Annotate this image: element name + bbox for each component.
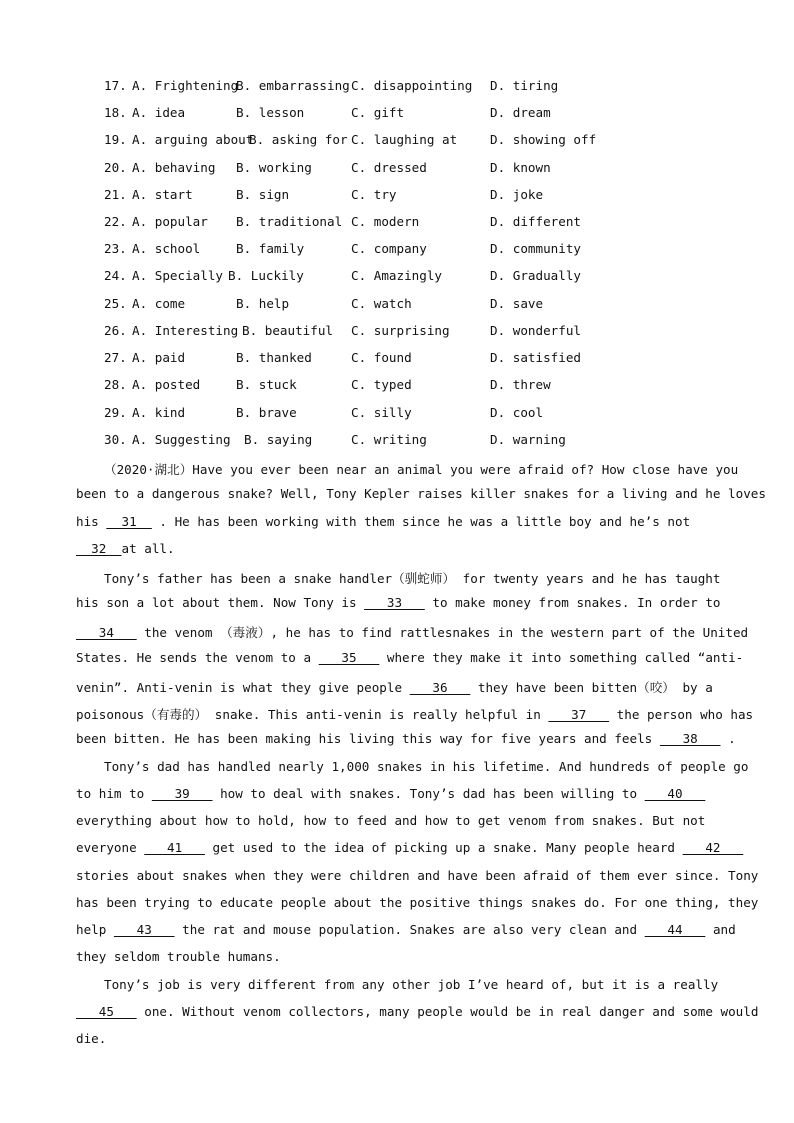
text: been bitten. He has been making his living this way for five years and feels [76, 731, 660, 746]
option-c: C. Amazingly [351, 268, 442, 283]
text: poisonous（有毒的） snake. This anti-venin is really helpful in [76, 707, 549, 722]
question-number: 23. [104, 241, 127, 256]
question-number: 17. [104, 78, 127, 93]
option-d: D. warning [490, 432, 566, 447]
option-d: D. community [490, 241, 581, 256]
blank-43[interactable]: 43 [113, 922, 175, 937]
option-a: A. school [132, 241, 201, 256]
question-24 [104, 268, 581, 288]
question-19 [104, 132, 597, 152]
blank-39[interactable]: 39 [151, 786, 213, 801]
blank-44[interactable]: 44 [644, 922, 706, 937]
option-b: B. family [236, 241, 305, 256]
passage-line: everything about how to hold, how to feed and how to get venom from snakes. But not [76, 813, 706, 828]
passage-line: Tony’s dad has handled nearly 1,000 snakes in his lifetime. And hundreds of people go [104, 759, 749, 774]
option-a: A. Interesting [132, 323, 239, 338]
text: one. Without venom collectors, many people would be in real danger and some would [136, 1004, 759, 1019]
blank-32[interactable]: 32 [76, 541, 122, 556]
question-22 [104, 214, 581, 234]
question-17 [104, 78, 559, 98]
blank-36[interactable]: 36 [409, 680, 471, 695]
question-number: 24. [104, 268, 127, 283]
option-c: C. typed [351, 377, 412, 392]
option-d: D. Gradually [490, 268, 581, 283]
text: venin”. Anti-venin is what they give people [76, 680, 410, 695]
passage-line [76, 622, 748, 642]
option-a: A. behaving [132, 160, 216, 175]
passage-line [76, 731, 736, 751]
option-d: D. showing off [490, 132, 597, 147]
blank-41[interactable]: 41 [144, 840, 205, 855]
option-c: C. watch [351, 296, 412, 311]
option-d: D. wonderful [490, 323, 581, 338]
passage-line [76, 840, 743, 860]
question-23 [104, 241, 581, 261]
question-number: 18. [104, 105, 127, 120]
option-b: B. saying [244, 432, 313, 447]
question-number: 20. [104, 160, 127, 175]
option-b: B. brave [236, 405, 297, 420]
question-26 [104, 323, 581, 343]
text: at all. [121, 541, 175, 556]
passage-line [76, 922, 736, 942]
option-d: D. cool [490, 405, 544, 420]
question-number: 21. [104, 187, 127, 202]
question-number: 22. [104, 214, 127, 229]
option-c: C. silly [351, 405, 412, 420]
text: everyone [76, 840, 145, 855]
text: States. He sends the venom to a [76, 650, 319, 665]
option-a: A. idea [132, 105, 186, 120]
option-a: A. Suggesting [132, 432, 231, 447]
passage-line [76, 1004, 758, 1024]
passage-line [76, 704, 753, 724]
passage-line: they seldom trouble humans. [76, 949, 281, 964]
option-b: B. embarrassing [236, 78, 350, 93]
option-a: A. Specially [132, 268, 223, 283]
blank-33[interactable]: 33 [364, 595, 425, 610]
question-number: 30. [104, 432, 127, 447]
option-d: D. tiring [490, 78, 559, 93]
text: the rat and mouse population. Snakes are also very clean and [174, 922, 645, 937]
text: to make money from snakes. In order to [424, 595, 721, 610]
question-number: 29. [104, 405, 127, 420]
option-d: D. different [490, 214, 581, 229]
blank-35[interactable]: 35 [318, 650, 380, 665]
blank-42[interactable]: 42 [682, 840, 744, 855]
option-c: C. laughing at [351, 132, 458, 147]
text: his son a lot about them. Now Tony is [76, 595, 365, 610]
option-a: A. start [132, 187, 193, 202]
option-a: A. arguing about [132, 132, 254, 147]
passage-line [76, 514, 690, 534]
question-29 [104, 405, 544, 425]
passage-line [76, 650, 743, 670]
option-b: B. thanked [236, 350, 312, 365]
passage-line: stories about snakes when they were children and have been afraid of them ever since. Tony [76, 868, 759, 883]
question-number: 19. [104, 132, 127, 147]
blank-34[interactable]: 34 [76, 625, 137, 640]
option-b: B. help [236, 296, 290, 311]
option-c: C. gift [351, 105, 405, 120]
question-30 [104, 432, 566, 452]
option-c: C. modern [351, 214, 420, 229]
option-d: D. joke [490, 187, 544, 202]
option-c: C. surprising [351, 323, 450, 338]
passage-line [76, 595, 721, 615]
option-b: B. working [236, 160, 312, 175]
passage-line: （2020·湖北）Have you ever been near an animal you were afraid of? How close have you [104, 462, 739, 477]
passage-line [76, 786, 705, 806]
text: his [76, 514, 107, 529]
option-a: A. popular [132, 214, 208, 229]
passage-line: Tony’s job is very different from any other job I’ve heard of, but it is a really [104, 977, 719, 992]
option-a: A. Frightening [132, 78, 239, 93]
option-b: B. sign [236, 187, 290, 202]
option-c: C. company [351, 241, 427, 256]
passage-line [76, 541, 175, 561]
option-c: C. dressed [351, 160, 427, 175]
question-21 [104, 187, 544, 207]
passage-line: has been trying to educate people about the positive things snakes do. For one thing, they [76, 895, 759, 910]
option-b: B. lesson [236, 105, 305, 120]
question-number: 28. [104, 377, 127, 392]
question-18 [104, 105, 551, 125]
option-d: D. threw [490, 377, 551, 392]
option-d: D. known [490, 160, 551, 175]
option-a: A. posted [132, 377, 201, 392]
option-d: D. dream [490, 105, 551, 120]
question-25 [104, 296, 544, 316]
option-d: D. save [490, 296, 544, 311]
text: how to deal with snakes. Tony’s dad has been willing to [212, 786, 645, 801]
option-b: B. stuck [236, 377, 297, 392]
passage-line [76, 677, 713, 697]
question-number: 26. [104, 323, 127, 338]
text: to him to [76, 786, 152, 801]
option-a: A. paid [132, 350, 186, 365]
text: the venom （毒液）, he has to find rattlesnakes in the western part of the United [136, 625, 749, 640]
blank-40[interactable]: 40 [644, 786, 706, 801]
text: get used to the idea of picking up a snake. Many people heard [204, 840, 683, 855]
blank-37[interactable]: 37 [548, 707, 610, 722]
option-d: D. satisfied [490, 350, 581, 365]
option-c: C. disappointing [351, 78, 473, 93]
option-a: A. come [132, 296, 186, 311]
passage-line: Tony’s father has been a snake handler（驯蛇师） for twenty years and he has taught [104, 571, 721, 586]
option-c: C. writing [351, 432, 427, 447]
text: help [76, 922, 114, 937]
question-28 [104, 377, 551, 397]
option-c: C. try [351, 187, 397, 202]
text: the person who has [609, 707, 754, 722]
text: . He has been working with them since he was a little boy and he’s not [151, 514, 691, 529]
option-c: C. found [351, 350, 412, 365]
option-b: B. traditional [236, 214, 343, 229]
option-b: B. beautiful [242, 323, 333, 338]
option-a: A. kind [132, 405, 186, 420]
blank-38[interactable]: 38 [659, 731, 721, 746]
option-b: B. asking for [249, 132, 348, 147]
passage-line: been to a dangerous snake? Well, Tony Kepler raises killer snakes for a living and he loves [76, 486, 766, 501]
text: . [720, 731, 736, 746]
question-27 [104, 350, 581, 370]
option-b: B. Luckily [228, 268, 304, 283]
text: where they make it into something called “anti- [379, 650, 744, 665]
blank-31[interactable]: 31 [106, 514, 152, 529]
question-number: 27. [104, 350, 127, 365]
text: they have been bitten（咬） by a [470, 680, 713, 695]
blank-45[interactable]: 45 [76, 1004, 137, 1019]
passage-line: die. [76, 1031, 107, 1046]
text: and [705, 922, 736, 937]
question-20 [104, 160, 551, 180]
question-number: 25. [104, 296, 127, 311]
